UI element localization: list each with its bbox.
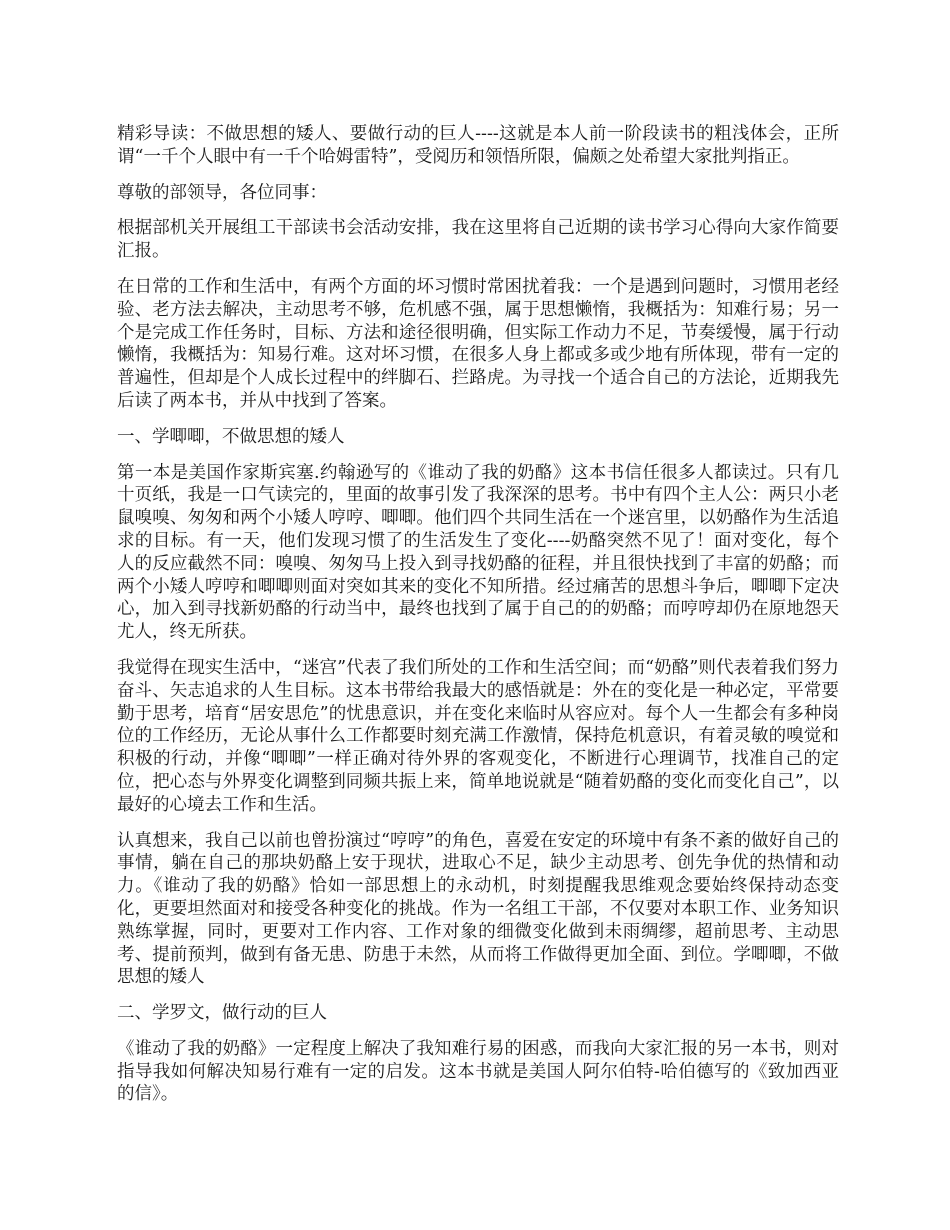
book-one-summary-paragraph: 第一本是美国作家斯宾塞.约翰逊写的《谁动了我的奶酪》这本书信任很多人都读过。只有几十页纸，我是一口气读完的，里面的故事引发了我深深的思考。书中有四个主人公：两只小老鼠嗅嗅、匆匆和两个小矮人哼哼、唧唧。他们四个共同生活在一个迷宫里，以奶酪作为生活追求的目标。有一天，他们发现习惯了的生活发生了变化----奶酪突然不见了！面对变化，每个人的反应截然不同：嗅嗅、匆匆马上投入到寻找奶酪的征程，并且很快找到了丰富的奶酪；而两个小矮人哼哼和唧唧则面对突如其来的变化不知所措。经过痛苦的思想斗争后，唧唧下定决心，加入到寻找新奶酪的行动当中，最终也找到了属于自己的的奶酪；而哼哼却仍在原地怨天尤人，终无所获。 bbox=[117, 462, 839, 643]
bad-habits-paragraph: 在日常的工作和生活中，有两个方面的坏习惯时常困扰着我：一个是遇到问题时，习惯用老经验、老方法去解决，主动思考不够，危机感不强，属于思想懒惰，我概括为：知难行易；另一个是完成工作任务时，目标、方法和途径很明确，但实际工作动力不足，节奏缓慢，属于行动懒惰，我概括为：知易行难。这对坏习惯，在很多人身上都或多或少地有所体现，带有一定的普遍性，但却是个人成长过程中的绊脚石、拦路虎。为寻找一个适合自己的方法论，近期我先后读了两本书，并从中找到了答案。 bbox=[117, 276, 839, 411]
document-body bbox=[117, 123, 839, 1119]
salutation: 尊敬的部领导，各位同事： bbox=[117, 182, 327, 203]
book-two-intro-paragraph: 《谁动了我的奶酪》一定程度上解决了我知难行易的困惑，而我向大家汇报的另一本书，则对指导我如何解决知易行难有一定的启发。这本书就是美国人阿尔伯特-哈伯德写的《致加西亚的信》。 bbox=[117, 1038, 839, 1105]
intro-paragraph: 精彩导读：不做思想的矮人、要做行动的巨人----这就是本人前一阶段读书的粗浅体会，正所谓“一千个人眼中有一千个哈姆雷特”，受阅历和领悟所限，偏颇之处希望大家批判指正。 bbox=[117, 124, 839, 167]
self-reflection-paragraph: 认真想来，我自己以前也曾扮演过“哼哼”的角色，喜爱在安定的环境中有条不紊的做好自己的事情，躺在自己的那块奶酪上安于现状，进取心不足，缺少主动思考、创先争优的热情和动力。《谁动了我的奶酪》恰如一部思想上的永动机，时刻提醒我思维观念要始终保持动态变化，更要坦然面对和接受各种变化的挑战。作为一名组工干部，不仅要对本职工作、业务知识熟练掌握，同时，更要对工作内容、工作对象的细微变化做到未雨绸缪，超前思考、主动思考、提前预判，做到有备无患、防患于未然，从而将工作做得更加全面、到位。学唧唧，不做思想的矮人 bbox=[117, 830, 839, 988]
book-one-insight-paragraph: 我觉得在现实生活中，“迷宫”代表了我们所处的工作和生活空间；而“奶酪”则代表着我们努力奋斗、矢志追求的人生目标。这本书带给我最大的感悟就是：外在的变化是一种必定，平常要勤于思考，培育“居安思危”的忧患意识，并在变化来临时从容应对。每个人一生都会有多种岗位的工作经历，无论从事什么工作都要时刻充满工作激情，保持危机意识，有着灵敏的嗅觉和积极的行动，并像“唧唧”一样正确对待外界的客观变化，不断进行心理调节，找准自己的定位，把心态与外界变化调整到同频共振上来，简单地说就是“随着奶酪的变化而变化自己”，以最好的心境去工作和生活。 bbox=[117, 657, 839, 815]
opening-paragraph: 根据部机关开展组工干部读书会活动安排，我在这里将自己近期的读书学习心得向大家作简要汇报。 bbox=[117, 218, 839, 262]
section-heading-2: 二、学罗文，做行动的巨人 bbox=[117, 1003, 327, 1024]
section-heading-1: 一、学唧唧，不做思想的矮人 bbox=[117, 426, 345, 447]
